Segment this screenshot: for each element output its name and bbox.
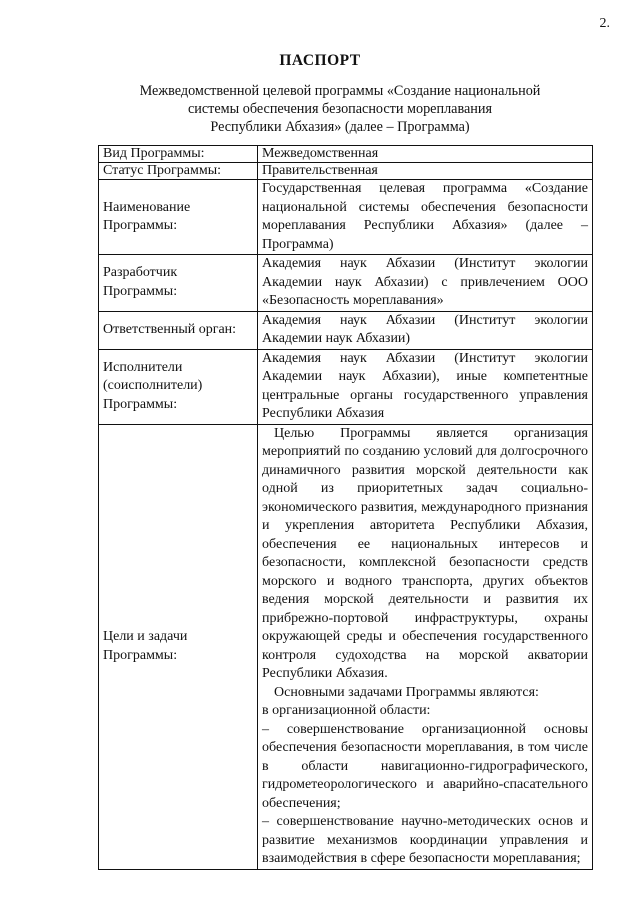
row-label: Разработчик Программы: — [99, 255, 258, 312]
row-value: Государственная целевая программа «Создание национальной системы обеспечения безопасности мореплавания Республики Абхазия» (далее – Программа) — [258, 180, 593, 255]
row-label: Наименование Программы: — [99, 180, 258, 255]
row-label: Статус Программы: — [99, 163, 258, 180]
row-value: Академия наук Абхазии (Институт экологии Академии наук Абхазии), иные компетентные центральные органы государственного управления Республики Абхазия — [258, 349, 593, 424]
row-label: Вид Программы: — [99, 146, 258, 163]
task-item: – совершенствование организационной основы обеспечения безопасности мореплавания, в том числе в области навигационно-гидрографического, гидрометеорологического и аварийно-спасательного обеспечения; — [262, 721, 588, 811]
table-row — [99, 424, 593, 869]
row-value: Межведомственная — [258, 146, 593, 163]
row-label: Исполнители (соисполнители) Программы: — [99, 349, 258, 424]
row-value: Правительственная — [258, 163, 593, 180]
page-number: 2. — [599, 16, 610, 31]
tasks-intro: Основными задачами Программы являются: — [274, 684, 539, 700]
document-title: ПАСПОРТ — [279, 52, 361, 69]
row-label: Цели и задачи Программы: — [99, 424, 258, 869]
document-subtitle — [90, 82, 590, 136]
row-value: Академия наук Абхазии (Институт экологии Академии наук Абхазии) с привлечением ООО «Безопасность мореплавания» — [258, 255, 593, 312]
table-row — [99, 311, 593, 349]
table-row — [99, 146, 593, 163]
tasks-area: в организационной области: — [262, 703, 431, 718]
subtitle-line: Республики Абхазия» (далее – Программа) — [210, 119, 470, 135]
row-value: Академия наук Абхазии (Институт экологии Академии наук Абхазии) — [258, 311, 593, 349]
table-row — [99, 163, 593, 180]
row-value — [258, 424, 593, 869]
task-item: – совершенствование научно-методических основ и развитие механизмов координации управления и взаимодействия в сфере безопасности мореплавания; — [262, 814, 588, 866]
passport-table — [98, 145, 593, 870]
table-row — [99, 180, 593, 255]
goal-paragraph: Целью Программы является организация мероприятий по созданию условий для долгосрочного динамичного развития морской деятельности как одной из приоритетных задач социально-экономического развития, международного признания и укрепления авторитета Республики Абхазия, обеспечения ее национальных интересов и безопасности, комплексной безопасности средств морского и водного транспорта, других объектов ведения морской деятельности и развития их прибрежно-портовой инфраструктуры, охраны окружающей среды и обеспечения государственного контроля судоходства на морской акватории Республики Абхазия. — [262, 425, 588, 681]
subtitle-line: системы обеспечения безопасности мореплавания — [188, 101, 492, 117]
subtitle-line: Межведомственной целевой программы «Создание национальной — [139, 83, 541, 99]
table-row — [99, 255, 593, 312]
row-label: Ответственный орган: — [99, 311, 258, 349]
table-row — [99, 349, 593, 424]
